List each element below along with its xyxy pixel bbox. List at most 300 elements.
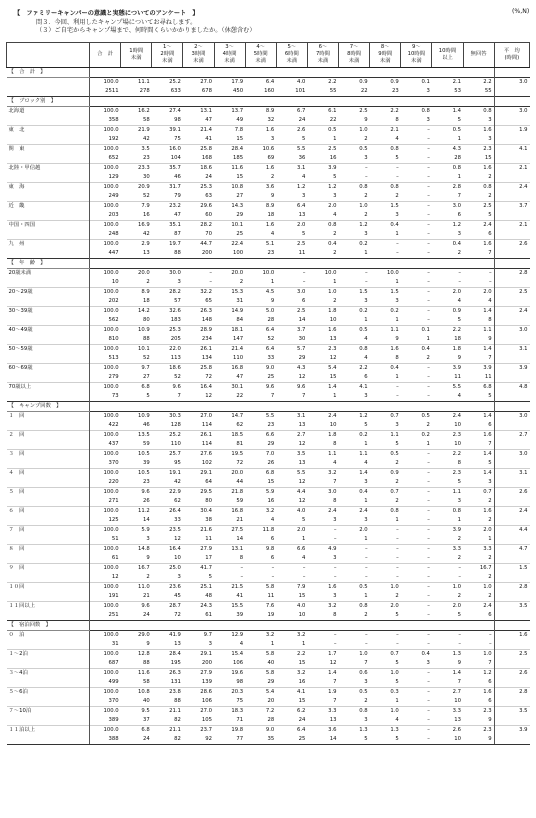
- section-fill-cell: [339, 97, 370, 107]
- percent-cell: 1.1: [370, 431, 401, 441]
- percent-cell: 16.8: [214, 507, 245, 517]
- percent-cell: 100.0: [90, 583, 121, 593]
- count-cell: 79: [174, 193, 181, 199]
- count-cell: 27: [236, 193, 244, 199]
- count-cell: 358: [90, 116, 121, 126]
- percent-cell: 0.1: [401, 78, 432, 88]
- percent-cell: 2.4: [307, 412, 338, 422]
- percent-cell: 100.0: [90, 450, 121, 460]
- count-cell: 22: [236, 393, 244, 399]
- percent-cell: 26.4: [152, 507, 183, 517]
- section-fill-cell: [152, 68, 183, 78]
- count-cell: 422: [90, 421, 121, 431]
- percent-cell: 0.1: [401, 326, 432, 336]
- percent-cell: 9.5: [121, 707, 152, 717]
- count-cell: 6: [488, 698, 492, 704]
- count-cell: 3: [364, 717, 368, 723]
- count-cell: [494, 316, 529, 326]
- percent-cell: 7.6: [245, 602, 276, 612]
- count-cell: [494, 611, 529, 621]
- row-label: 北海道: [7, 107, 90, 117]
- percent-cell: 3.9: [494, 726, 529, 736]
- percent-cell: 100.0: [90, 650, 121, 660]
- table-row-percent: [7, 78, 530, 88]
- percent-cell: 6.1: [307, 107, 338, 117]
- count-cell: [494, 230, 529, 240]
- count-cell: 437: [90, 440, 121, 450]
- percent-cell: 16.7: [463, 564, 494, 574]
- percent-cell: 2.4: [494, 507, 529, 517]
- count-cell: 168: [201, 155, 213, 161]
- percent-cell: 6.8: [121, 383, 152, 393]
- count-cell: 9: [463, 735, 494, 745]
- table-row-count: [7, 392, 530, 402]
- percent-cell: 21.5: [214, 583, 245, 593]
- percent-cell: 10.5: [121, 450, 152, 460]
- row-label: 70歳以上: [7, 383, 90, 393]
- percent-cell: 1.1: [339, 450, 370, 460]
- count-cell: 8: [333, 498, 337, 504]
- row-label: 20歳未満: [7, 269, 90, 279]
- percent-cell: 1.4: [307, 669, 338, 679]
- percent-cell: 1.0: [339, 650, 370, 660]
- count-cell: –: [427, 193, 430, 199]
- percent-cell: 7.9: [276, 583, 307, 593]
- table-row-percent: [7, 364, 530, 374]
- count-cell: 3: [364, 517, 368, 523]
- table-row-count: [7, 297, 530, 307]
- count-cell: [494, 678, 529, 688]
- percent-cell: 2.0: [463, 288, 494, 298]
- percent-cell: 1.8: [307, 307, 338, 317]
- count-cell: 60: [205, 212, 213, 218]
- percent-cell: 0.9: [370, 78, 401, 88]
- percent-cell: 1.5: [494, 564, 529, 574]
- table-row-count: [7, 640, 530, 650]
- count-cell: 15: [236, 136, 244, 142]
- count-cell: 2511: [90, 87, 121, 97]
- percent-cell: 14.3: [214, 202, 245, 212]
- percent-cell: 0.5: [339, 326, 370, 336]
- percent-cell: –: [401, 202, 432, 212]
- percent-cell: –: [401, 488, 432, 498]
- count-cell: 3: [426, 660, 430, 666]
- percent-cell: 3.0: [494, 412, 529, 422]
- count-cell: 2: [488, 593, 492, 599]
- column-header-line: 合 計: [97, 51, 114, 57]
- count-cell: 147: [233, 336, 244, 342]
- percent-cell: 26.1: [183, 345, 214, 355]
- count-cell: 5: [488, 212, 492, 218]
- count-cell: 62: [236, 422, 244, 428]
- count-cell: 24: [298, 717, 306, 723]
- count-cell: 52: [174, 374, 181, 380]
- percent-cell: 3.6: [307, 726, 338, 736]
- count-cell: –: [240, 574, 244, 580]
- count-cell: 5: [457, 117, 462, 123]
- percent-cell: 6.4: [245, 345, 276, 355]
- count-cell: 3: [426, 117, 430, 123]
- percent-cell: 16.9: [121, 221, 152, 231]
- section-fill-cell: [307, 97, 338, 107]
- row-label-blank: [7, 211, 90, 221]
- section-row: [7, 402, 530, 412]
- count-cell: 15: [298, 698, 306, 704]
- count-cell: 128: [170, 422, 181, 428]
- column-header-line: 5～: [287, 44, 297, 50]
- count-cell: 4: [364, 336, 368, 342]
- count-cell: 2: [364, 698, 368, 704]
- count-cell: 131: [170, 679, 181, 685]
- percent-cell: –: [401, 602, 432, 612]
- section-fill-cell: [276, 97, 307, 107]
- count-cell: 24: [298, 117, 306, 123]
- count-cell: [494, 87, 529, 97]
- percent-cell: 4.0: [276, 507, 307, 517]
- count-cell: 134: [201, 355, 213, 361]
- section-fill-cell: [339, 402, 370, 412]
- row-label-blank: [7, 459, 90, 469]
- percent-cell: –: [401, 564, 432, 574]
- percent-cell: 11.2: [121, 507, 152, 517]
- count-cell: 1: [364, 250, 368, 256]
- percent-cell: 0.8: [339, 183, 370, 193]
- section-fill-cell: [339, 259, 370, 269]
- percent-cell: 0.8: [401, 107, 432, 117]
- count-cell: 38: [205, 517, 213, 523]
- count-cell: 1: [302, 641, 306, 647]
- percent-cell: 29.0: [121, 631, 152, 641]
- percent-cell: –: [339, 564, 370, 574]
- percent-cell: 28.9: [183, 326, 214, 336]
- count-cell: 2: [364, 193, 368, 199]
- row-label: １１回以上: [7, 602, 90, 612]
- section-fill-cell: [494, 259, 529, 269]
- count-cell: 6: [488, 231, 492, 237]
- percent-cell: 1.1: [307, 450, 338, 460]
- percent-cell: 1.6: [463, 688, 494, 698]
- percent-cell: 22.0: [152, 345, 183, 355]
- row-label-blank: [7, 192, 90, 202]
- percent-cell: 3.5: [121, 145, 152, 155]
- percent-cell: 28.2: [183, 221, 214, 231]
- count-cell: 45: [174, 593, 181, 599]
- count-cell: 3: [333, 517, 337, 523]
- percent-cell: 0.3: [370, 688, 401, 698]
- count-cell: 3: [146, 536, 150, 542]
- count-cell: –: [396, 574, 399, 580]
- percent-cell: 2.0: [276, 221, 307, 231]
- row-label: 40～49歳: [7, 326, 90, 336]
- percent-cell: 26.3: [152, 669, 183, 679]
- count-cell: –: [427, 555, 430, 561]
- count-cell: 95: [174, 460, 181, 466]
- count-cell: 3: [395, 422, 399, 428]
- column-header-line: 未満: [348, 58, 360, 64]
- table-row-count: [7, 535, 530, 545]
- percent-cell: 2.8: [494, 583, 529, 593]
- percent-cell: 2.6: [276, 126, 307, 136]
- percent-cell: 3.0: [494, 450, 529, 460]
- percent-cell: 0.9: [370, 469, 401, 479]
- percent-cell: 3.2: [245, 507, 276, 517]
- percent-cell: –: [339, 164, 370, 174]
- percent-cell: 19.7: [152, 240, 183, 250]
- count-cell: 5: [488, 393, 492, 399]
- row-label: 20～29歳: [7, 288, 90, 298]
- count-cell: –: [427, 498, 430, 504]
- count-cell: 5: [333, 174, 337, 180]
- percent-cell: 2.0: [370, 602, 401, 612]
- count-cell: –: [427, 717, 430, 723]
- percent-cell: 1.6: [463, 164, 494, 174]
- count-cell: 5: [302, 517, 306, 523]
- table-row-count: [7, 154, 530, 164]
- percent-cell: 27.5: [214, 526, 245, 536]
- section-fill-cell: [214, 97, 245, 107]
- count-cell: 48: [205, 593, 213, 599]
- percent-cell: 100.0: [90, 107, 121, 117]
- table-row-percent: [7, 602, 530, 612]
- percent-cell: 21.1: [152, 726, 183, 736]
- percent-cell: 1.4: [463, 469, 494, 479]
- column-header-line: 8～: [380, 44, 390, 50]
- count-cell: 4: [457, 393, 462, 399]
- table-row-count: [7, 335, 530, 345]
- percent-cell: 1.0: [463, 650, 494, 660]
- column-header-line: 未満: [317, 58, 329, 64]
- count-cell: 9: [488, 717, 492, 723]
- percent-cell: 18.5: [214, 431, 245, 441]
- percent-cell: 29.5: [183, 488, 214, 498]
- count-cell: 22: [360, 88, 368, 94]
- percent-cell: 2.4: [339, 507, 370, 517]
- count-cell: 7: [457, 679, 462, 685]
- percent-cell: 0.5: [339, 688, 370, 698]
- count-cell: –: [209, 279, 213, 285]
- count-cell: 69: [267, 155, 275, 161]
- count-cell: 2: [426, 422, 430, 428]
- count-cell: 72: [174, 612, 181, 618]
- percent-cell: 5.9: [121, 526, 152, 536]
- count-cell: 200: [201, 250, 213, 256]
- row-label-blank: [7, 697, 90, 707]
- count-cell: 7: [488, 441, 492, 447]
- percent-cell: –: [370, 564, 401, 574]
- percent-cell: –: [401, 707, 432, 717]
- count-cell: 88: [143, 336, 150, 342]
- percent-cell: 16.4: [152, 545, 183, 555]
- percent-cell: 0.2: [401, 431, 432, 441]
- count-cell: 41: [236, 593, 244, 599]
- percent-cell: 100.0: [90, 269, 121, 279]
- percent-cell: 1.6: [245, 126, 276, 136]
- percent-cell: 27.9: [183, 545, 214, 555]
- count-cell: 16: [298, 679, 306, 685]
- percent-cell: 3.0: [307, 488, 338, 498]
- count-cell: 4: [333, 212, 337, 218]
- percent-cell: –: [463, 631, 494, 641]
- percent-cell: 0.5: [307, 126, 338, 136]
- section-fill-cell: [401, 402, 432, 412]
- percent-cell: 100.0: [90, 412, 121, 422]
- count-cell: 3: [364, 679, 368, 685]
- count-cell: 14: [298, 317, 306, 323]
- percent-cell: 30.3: [152, 412, 183, 422]
- section-fill-cell: [307, 402, 338, 412]
- percent-cell: 15.5: [214, 602, 245, 612]
- section-fill-cell: [276, 621, 307, 631]
- percent-cell: 23.5: [152, 526, 183, 536]
- percent-cell: 3.7: [276, 326, 307, 336]
- count-cell: 104: [170, 155, 181, 161]
- row-label: [7, 78, 90, 88]
- percent-cell: 26.3: [183, 307, 214, 317]
- header-blank: [7, 43, 90, 68]
- count-cell: 11: [205, 536, 213, 542]
- count-cell: –: [427, 250, 430, 256]
- count-cell: 220: [90, 478, 121, 488]
- percent-cell: 2.1: [494, 221, 529, 231]
- count-cell: [494, 278, 529, 288]
- count-cell: –: [427, 460, 430, 466]
- column-header-line: 7時間: [315, 51, 330, 57]
- column-header-line: 9～: [411, 44, 421, 50]
- count-cell: 183: [170, 317, 181, 323]
- column-header-line: 平 均: [503, 47, 520, 54]
- percent-cell: 1.6: [307, 583, 338, 593]
- table-row-percent: [7, 669, 530, 679]
- percent-cell: –: [401, 526, 432, 536]
- count-cell: 2: [457, 250, 462, 256]
- count-cell: 25: [276, 735, 307, 745]
- column-header-line: 未満: [162, 58, 173, 64]
- percent-cell: 12.9: [214, 631, 245, 641]
- count-cell: 4: [395, 136, 399, 142]
- count-cell: 49: [236, 117, 244, 123]
- percent-cell: 100.0: [90, 221, 121, 231]
- count-cell: 2: [395, 498, 399, 504]
- section-label: 【 合 計 】: [7, 68, 90, 78]
- percent-cell: 27.0: [183, 707, 214, 717]
- percent-cell: 1.2: [432, 221, 463, 231]
- table-row-count: [7, 421, 530, 431]
- percent-cell: 1.0: [339, 126, 370, 136]
- count-cell: –: [427, 279, 430, 285]
- count-cell: 72: [236, 460, 244, 466]
- column-header-line: 2時間: [160, 51, 175, 57]
- percent-cell: 2.1: [370, 126, 401, 136]
- percent-cell: 8.9: [245, 202, 276, 212]
- column-header: [370, 43, 401, 68]
- percent-cell: 7.0: [245, 450, 276, 460]
- count-cell: 4: [395, 717, 399, 723]
- percent-cell: 9.6: [121, 602, 152, 612]
- count-cell: 15: [267, 479, 275, 485]
- count-cell: 10: [174, 555, 181, 561]
- count-cell: 75: [174, 136, 181, 142]
- count-cell: 129: [90, 173, 121, 183]
- count-cell: 46: [143, 422, 150, 428]
- percent-cell: 0.8: [370, 145, 401, 155]
- count-cell: –: [427, 698, 430, 704]
- row-label: 60～69歳: [7, 364, 90, 374]
- percent-cell: –: [401, 631, 432, 641]
- percent-cell: 1.0: [339, 202, 370, 212]
- count-cell: 678: [201, 88, 213, 94]
- count-cell: 13: [298, 460, 306, 466]
- percent-cell: 5.1: [245, 240, 276, 250]
- section-fill-cell: [121, 97, 152, 107]
- percent-cell: 8.9: [121, 288, 152, 298]
- percent-cell: 25.2: [152, 431, 183, 441]
- count-cell: 16: [329, 155, 337, 161]
- count-cell: 23: [267, 250, 275, 256]
- percent-cell: 23.7: [183, 726, 214, 736]
- percent-cell: –: [370, 545, 401, 555]
- percent-cell: 2.8: [494, 269, 529, 279]
- section-fill-cell: [307, 259, 338, 269]
- percent-cell: 0.8: [370, 183, 401, 193]
- table-row-percent: [7, 221, 530, 231]
- count-cell: 3: [364, 393, 368, 399]
- count-cell: 185: [233, 155, 244, 161]
- percent-cell: –: [401, 126, 432, 136]
- table-row-percent: [7, 583, 530, 593]
- table-row-count: [7, 459, 530, 469]
- column-header-line: 無回答: [470, 51, 487, 57]
- column-header-line: 8時間: [347, 51, 362, 57]
- count-cell: –: [427, 231, 430, 237]
- percent-cell: 4.4: [276, 488, 307, 498]
- table-row-count: [7, 735, 530, 745]
- count-cell: –: [427, 517, 430, 523]
- percent-cell: 5.5: [276, 145, 307, 155]
- section-fill-cell: [214, 621, 245, 631]
- percent-cell: 3.2: [245, 631, 276, 641]
- count-cell: 6: [488, 422, 492, 428]
- section-fill-cell: [183, 97, 214, 107]
- count-cell: 2: [488, 498, 492, 504]
- row-label-blank: [7, 716, 90, 726]
- percent-cell: 100.0: [90, 383, 121, 393]
- percent-cell: 1.1: [432, 488, 463, 498]
- section-fill-cell: [245, 402, 276, 412]
- percent-cell: 2.9: [121, 240, 152, 250]
- percent-cell: 2.0: [432, 602, 463, 612]
- count-cell: 47: [236, 374, 244, 380]
- section-fill-cell: [276, 259, 307, 269]
- percent-cell: –: [401, 164, 432, 174]
- percent-cell: 2.5: [276, 240, 307, 250]
- column-header-line: 未満: [286, 58, 298, 64]
- percent-cell: 18.3: [214, 707, 245, 717]
- count-cell: 110: [233, 355, 244, 361]
- percent-cell: 100.0: [90, 669, 121, 679]
- count-cell: –: [302, 279, 306, 285]
- column-header: [183, 43, 214, 68]
- row-label: ６ 回: [7, 507, 90, 517]
- percent-cell: –: [307, 564, 338, 574]
- count-cell: [494, 335, 529, 345]
- percent-cell: 10.9: [121, 326, 152, 336]
- count-cell: 22: [329, 117, 337, 123]
- percent-cell: 0.8: [370, 507, 401, 517]
- count-cell: 6: [302, 298, 306, 304]
- count-cell: 47: [174, 212, 181, 218]
- count-cell: 65: [205, 298, 213, 304]
- count-cell: 88: [174, 698, 181, 704]
